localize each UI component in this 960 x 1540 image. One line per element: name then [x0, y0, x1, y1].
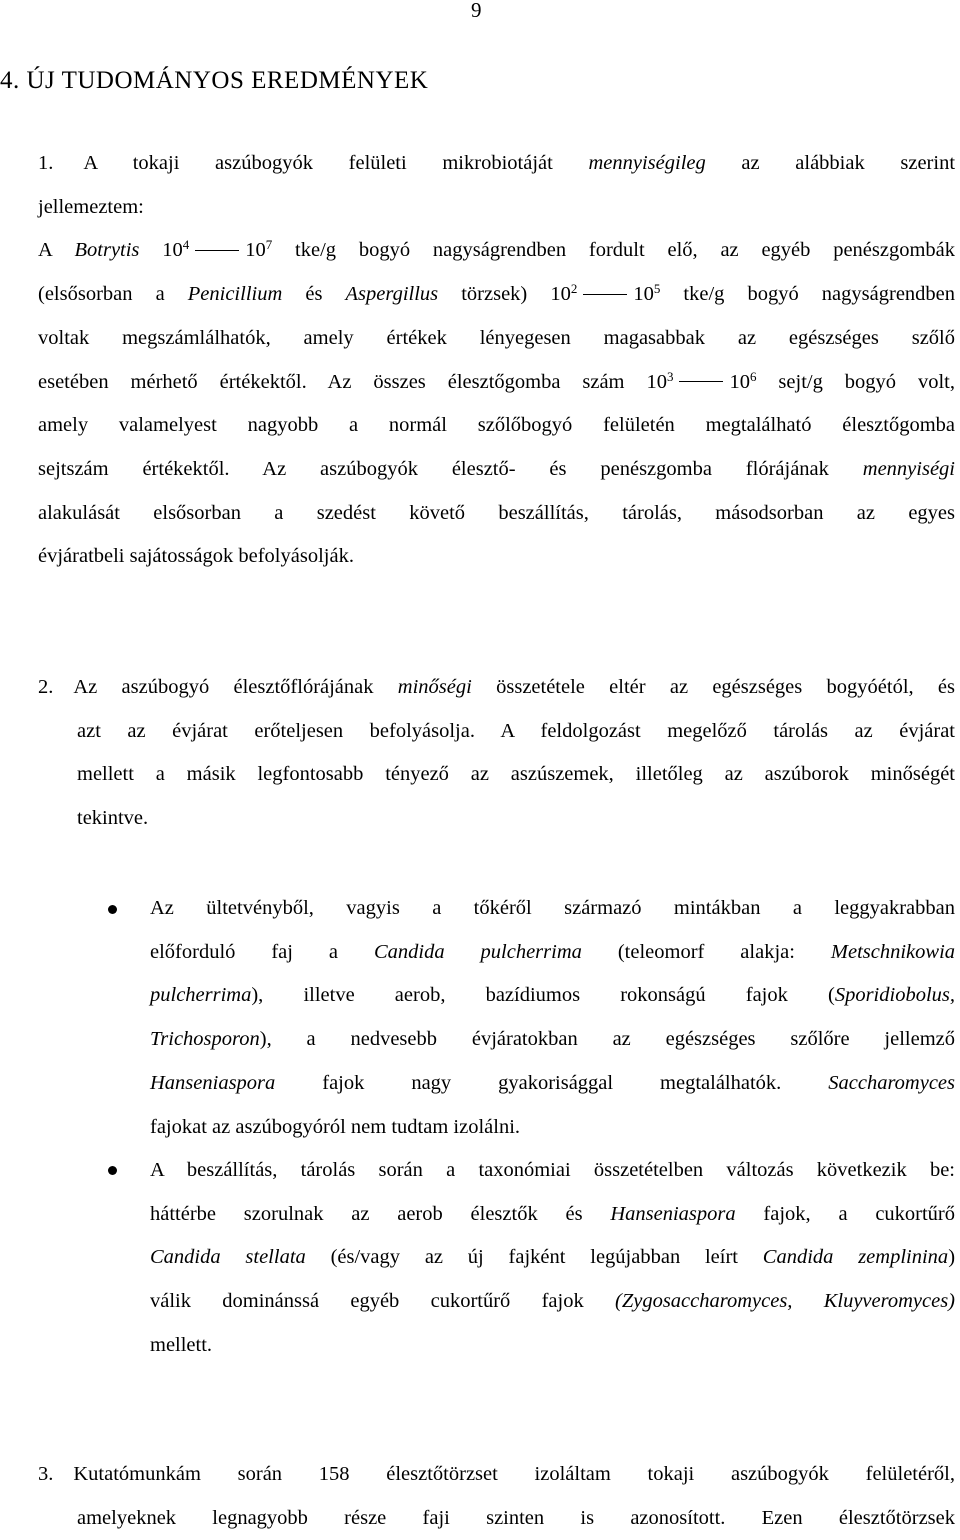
- text-span: Penicillium: [187, 283, 283, 306]
- text-line: [38, 448, 955, 492]
- text-span: (és/vagy az új fajként legújabban leírt: [330, 1246, 738, 1269]
- text-span: Az ültetvényből, vagyis a tőkéről származó mintákban a leggyakrabban: [150, 897, 955, 919]
- text-line: [150, 974, 955, 1018]
- text-line: [38, 666, 955, 710]
- result-2-number: 2.: [38, 676, 54, 698]
- text-line: [150, 1018, 955, 1062]
- section-heading: 4. ÚJ TUDOMÁNYOS EREDMÉNYEK: [0, 67, 429, 94]
- result-1: [38, 142, 955, 579]
- text-span: Candida stellata: [150, 1246, 306, 1269]
- text-span: 7: [265, 237, 273, 253]
- text-span: ): [948, 1246, 956, 1269]
- result-2: [38, 666, 955, 841]
- text-span: évjáratbeli sajátosságok befolyásolják.: [38, 545, 354, 568]
- text-span: A tokaji aszúbogyók felületi mikrobiotáját: [83, 152, 553, 174]
- text-span: Sporidiobolus,: [834, 984, 955, 1007]
- text-span: sejtszám értékektől. Az aszúbogyók élesztő- és penészgomba flórájának: [38, 457, 829, 480]
- text-span: mellett a másik legfontosabb tényező az aszúszemek, illetőleg az aszúborok minőségét: [77, 763, 955, 786]
- text-span: alakulását elsősorban a szedést követő beszállítás, tárolás, másodsorban az egyes: [38, 501, 955, 524]
- text-line: [38, 273, 955, 317]
- text-line: [38, 142, 955, 186]
- result-1-number: 1.: [38, 152, 54, 174]
- bullet-item-2: [150, 1149, 955, 1368]
- result-3: [38, 1453, 955, 1540]
- text-span: jellemeztem:: [38, 195, 144, 218]
- text-span: 2: [570, 281, 578, 297]
- text-line: [38, 229, 955, 273]
- text-span: (teleomorf alakja:: [617, 940, 795, 963]
- text-span: Kutatómunkám során 158 élesztőtörzset izoláltam tokaji aszúbogyók felületéről,: [73, 1463, 955, 1485]
- text-line: [38, 361, 955, 405]
- text-span: voltak megszámlálhatók, amely értékek lényegesen magasabbak az egészséges szőlő: [38, 326, 955, 349]
- text-line: [150, 1280, 955, 1324]
- text-line: [150, 931, 955, 975]
- text-line: [150, 1236, 955, 1280]
- text-span: válik dominánssá egyéb cukortűrő fajok: [150, 1290, 584, 1313]
- text-span: Aspergillus: [345, 283, 439, 306]
- text-span: 6: [749, 368, 757, 384]
- text-line: [150, 1062, 955, 1106]
- page-number: 9: [471, 0, 482, 22]
- text-span: A beszállítás, tárolás során a taxonómiai összetételben változás következik be:: [150, 1159, 955, 1181]
- bullet-item-1: [150, 887, 955, 1149]
- text-span: 5: [653, 281, 661, 297]
- text-span: sejt/g bogyó volt,: [778, 370, 956, 393]
- text-span: előforduló faj a: [150, 940, 339, 963]
- text-span: (elsősorban a: [38, 283, 165, 306]
- text-span: amelyeknek legnagyobb része faji szinten is azonosított. Ezen élesztőtörzsek: [77, 1506, 955, 1529]
- text-span: és: [305, 283, 323, 306]
- text-span: amely valamelyest nagyobb a normál szőlőbogyó felületén megtalálható élesztőgomba: [38, 414, 955, 437]
- bullet-dot: [108, 1166, 117, 1175]
- text-span: fajok, a cukortűrő: [763, 1202, 956, 1225]
- text-span: tke/g bogyó nagyságrendben fordult elő, az egyéb penészgombák: [295, 239, 956, 262]
- text-span: az alábbiak szerint: [741, 152, 956, 174]
- text-span: háttérbe szorulnak az aerob élesztők és: [150, 1202, 583, 1225]
- text-span: Trichosporon: [150, 1028, 260, 1051]
- text-span: mennyiségileg: [588, 152, 706, 174]
- text-span: Botrytis: [74, 239, 140, 262]
- text-span: mennyiségi: [862, 457, 956, 480]
- text-span: 10: [162, 239, 183, 262]
- text-span: Metschnikowia: [830, 940, 956, 963]
- text-span: Hanseniaspora: [150, 1071, 276, 1094]
- text-span: esetében mérhető értékektől. Az összes élesztőgomba szám 10: [38, 370, 667, 393]
- range-dash: [679, 381, 723, 382]
- text-span: 4: [182, 237, 190, 253]
- text-span: Saccharomyces: [828, 1071, 956, 1094]
- text-span: tke/g bogyó nagyságrendben: [683, 283, 956, 306]
- range-dash: [195, 250, 239, 251]
- text-span: Az aszúbogyó élesztőflórájának: [73, 676, 374, 698]
- text-span: (Zygosaccharomyces, Kluyveromyces): [615, 1290, 955, 1313]
- range-dash: [583, 294, 627, 295]
- bullet-dot: [108, 905, 117, 914]
- text-span: pulcherrima: [150, 984, 252, 1007]
- text-span: A: [38, 239, 52, 262]
- text-span: Candida zemplinina: [762, 1246, 949, 1269]
- text-span: ), a nedvesebb évjáratokban az egészséges szőlőre jellemző: [259, 1028, 955, 1051]
- text-span: 10: [245, 239, 266, 262]
- text-span: fajok nagy gyakorisággal megtalálhatók.: [322, 1071, 782, 1094]
- text-span: törzsek) 10: [461, 283, 571, 306]
- text-span: Hanseniaspora: [610, 1202, 736, 1225]
- text-span: 10: [633, 283, 654, 306]
- text-line: [150, 1193, 955, 1237]
- text-span: fajokat az aszúbogyóról nem tudtam izolálni.: [150, 1115, 521, 1138]
- text-span: minőségi: [397, 676, 472, 698]
- result-3-number: 3.: [38, 1463, 54, 1485]
- text-span: 10: [729, 370, 750, 393]
- text-span: Candida pulcherrima: [373, 940, 582, 963]
- text-span: tekintve.: [77, 807, 149, 830]
- text-span: összetétele eltér az egészséges bogyóétól, és: [496, 676, 956, 698]
- text-span: ), illetve aerob, bazídiumos rokonságú fajok (: [251, 984, 835, 1007]
- text-span: mellett.: [150, 1333, 213, 1356]
- text-span: 3: [666, 368, 674, 384]
- text-line: [38, 1453, 955, 1497]
- text-span: azt az évjárat erőteljesen befolyásolja. A feldolgozást megelőző tárolás az évjárat: [77, 719, 955, 742]
